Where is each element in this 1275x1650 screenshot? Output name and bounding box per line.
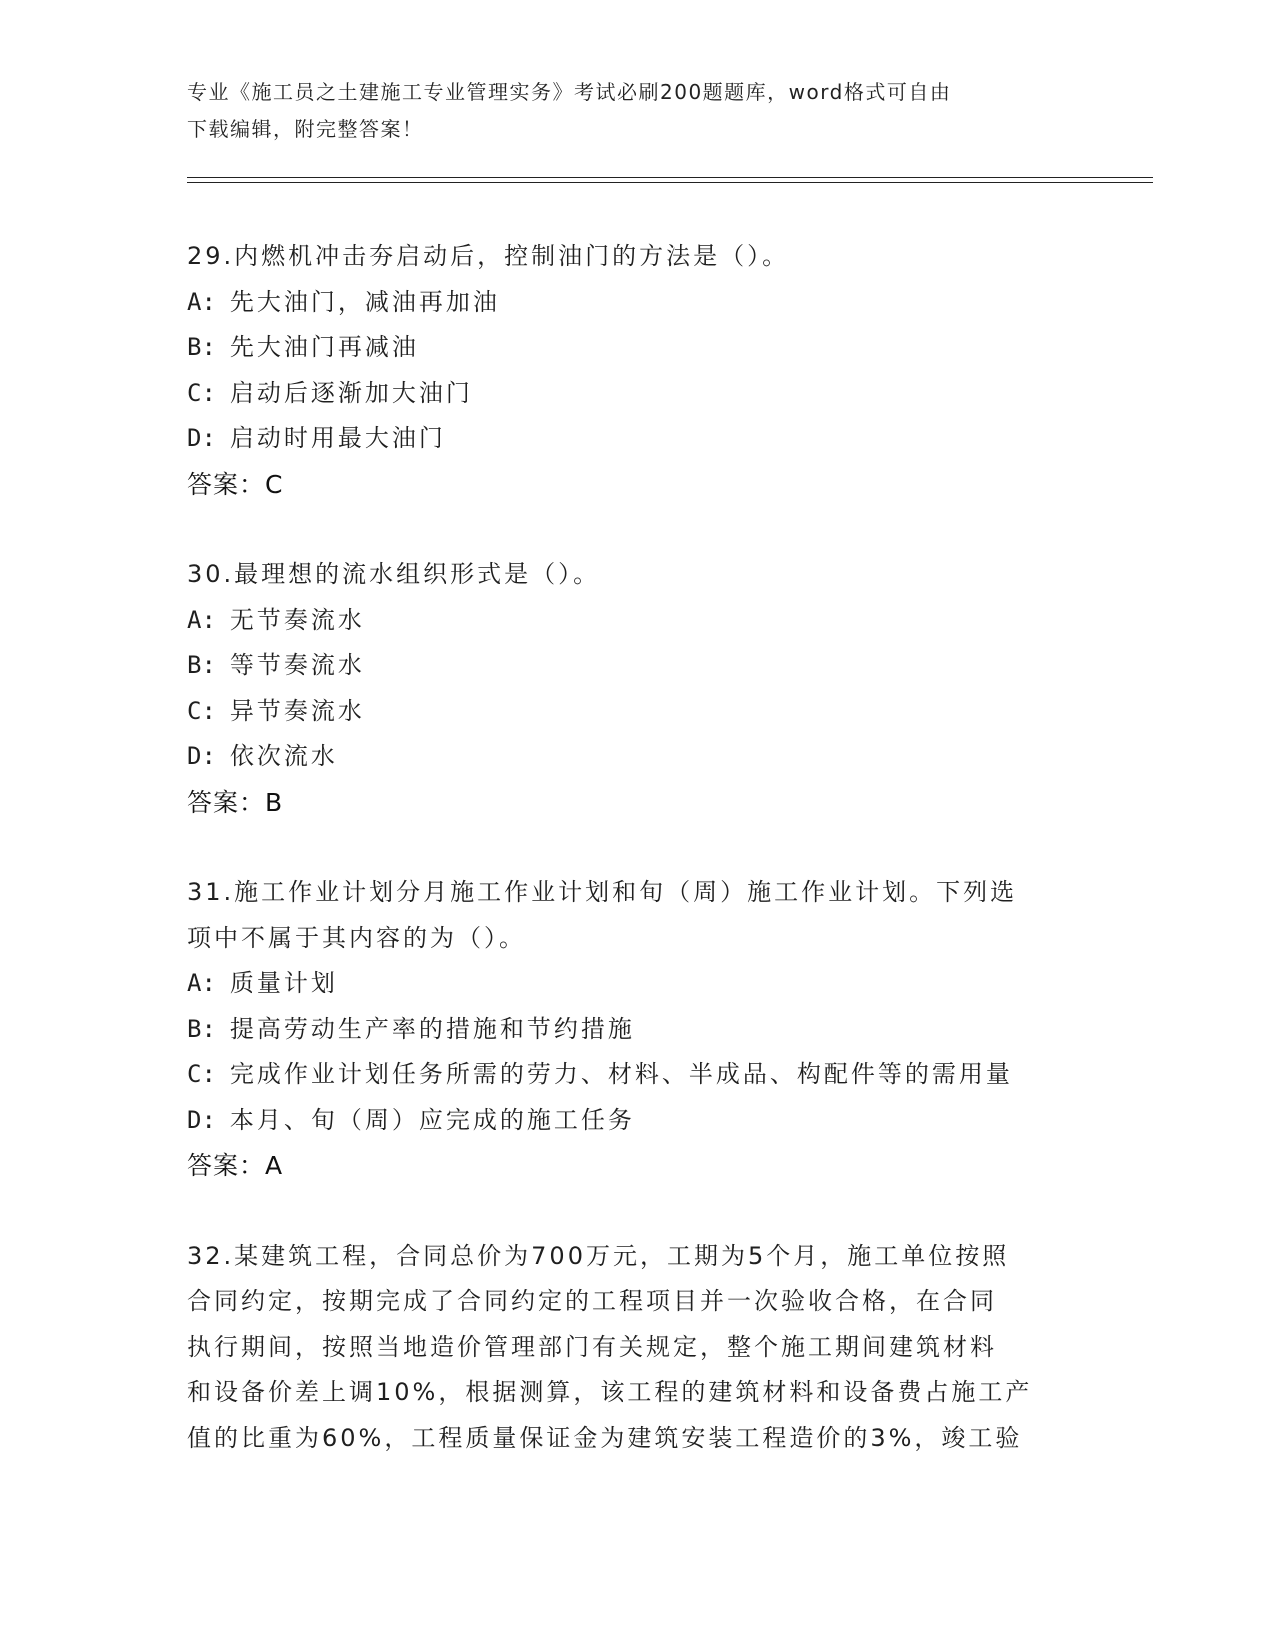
option-c [187,371,1087,417]
option-a [187,598,1087,644]
option-c [187,1052,1087,1098]
option-a [187,961,1087,1007]
stem-line: 32.某建筑工程，合同总价为700万元，工期为5个月，施工单位按照 [187,1241,1010,1270]
question-stem [187,552,1087,598]
question-stem [187,870,1087,961]
option-d [187,734,1087,780]
document-header [187,74,1077,148]
stem-line: 31.施工作业计划分月施工作业计划和旬（周）施工作业计划。下列选 [187,878,1018,906]
stem-line: 30.最理想的流水组织形式是（）。 [187,560,601,588]
stem-line: 项中不属于其内容的为（）。 [187,923,526,952]
answer-line: 答案：B [187,787,284,817]
header-line-2: 下载编辑，附完整答案！ [187,117,424,141]
stem-line: 值的比重为60%，工程质量保证金为建筑安装工程造价的3%，竣工验 [187,1423,1023,1452]
option-letter: C: [187,696,216,725]
stem-line: 合同约定，按期完成了合同约定的工程项目并一次验收合格，在合同 [187,1287,997,1315]
option-c [187,689,1087,735]
option-letter: B: [187,1014,216,1043]
option-letter: A: [187,287,216,316]
option-letter: A: [187,969,216,997]
option-letter: D: [187,742,216,770]
option-b [187,643,1087,689]
answer-line: 答案：A [187,1151,284,1180]
option-b [187,1007,1087,1053]
option-text: 本月、旬（周）应完成的施工任务 [229,1105,635,1134]
option-b [187,325,1087,371]
option-text: 提高劳动生产率的措施和节约措施 [229,1014,635,1043]
stem-line: 执行期间，按照当地造价管理部门有关规定，整个施工期间建筑材料 [187,1332,997,1361]
option-letter: A: [187,605,216,634]
question-list [187,234,1087,1506]
question-32 [187,1234,1087,1462]
option-text: 无节奏流水 [229,605,365,634]
stem-line: 29.内燃机冲击夯启动后，控制油门的方法是（）。 [187,242,790,270]
question-30 [187,552,1087,825]
option-text: 启动后逐渐加大油门 [229,378,473,407]
option-text: 质量计划 [229,969,338,997]
answer-line: 答案：C [187,469,284,499]
option-text: 先大油门再减油 [229,333,419,361]
header-divider-bottom [187,182,1153,183]
question-29 [187,234,1087,507]
header-divider-top [187,177,1153,178]
option-text: 先大油门，减油再加油 [229,287,500,316]
option-text: 依次流水 [229,742,338,770]
option-letter: B: [187,333,216,361]
option-text: 启动时用最大油门 [229,424,446,452]
question-stem [187,1234,1087,1462]
option-d [187,416,1087,462]
option-d [187,1098,1087,1144]
option-a [187,280,1087,326]
option-letter: C: [187,378,216,407]
option-text: 异节奏流水 [229,696,365,725]
option-letter: C: [187,1060,216,1088]
option-text: 等节奏流水 [229,651,365,679]
option-text: 完成作业计划任务所需的劳力、材料、半成品、构配件等的需用量 [229,1060,1013,1088]
question-31 [187,870,1087,1189]
header-line-1: 专业《施工员之土建施工专业管理实务》考试必刷200题题库，word格式可自由 [187,80,952,104]
question-stem [187,234,1087,280]
stem-line: 和设备价差上调10%，根据测算，该工程的建筑材料和设备费占施工产 [187,1378,1033,1406]
option-letter: B: [187,651,216,679]
option-letter: D: [187,1105,216,1134]
option-letter: D: [187,424,216,452]
